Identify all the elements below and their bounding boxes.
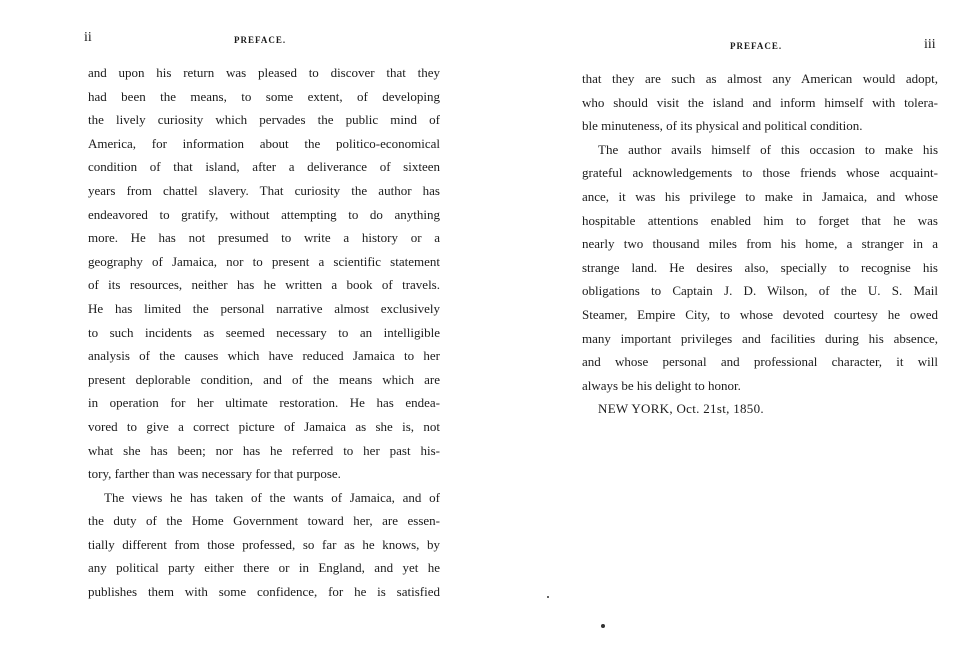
scan-speck [601,624,605,628]
text-line: grateful acknowledgements to those friends whose acquaint- [582,165,938,181]
text-line: strange land. He desires also, specially to recognise his [582,259,938,275]
text-line: publishes them with some confidence, for he is satisfied [88,584,440,600]
text-line: and whose personal and professional character, it will [582,354,938,370]
text-line: He has limited the personal narrative almost exclusively [88,300,440,316]
text-line: present deplorable condition, and of the means which are [88,371,440,387]
right-running-header: PREFACE. [730,41,783,51]
text-line: obligations to Captain J. D. Wilson, of the U. S. Mail [582,283,938,299]
text-line: any political party either there or in England, and yet he [88,560,440,576]
text-line: the duty of the Home Government toward her, are essen- [88,513,440,529]
text-line: many important privileges and facilities during his absence, [582,330,938,346]
text-line: endeavored to gratify, without attempting to do anything [88,206,440,222]
right-page [490,0,980,648]
left-page-number: ii [84,30,92,45]
text-line: in operation for her ultimate restoration. He has endea- [88,395,440,411]
text-line: geography of Jamaica, nor to present a scientific statement [88,253,440,269]
text-line: hospitable attentions enabled him to forget that he was [582,212,938,228]
text-line: that they are such as almost any American would adopt, [582,71,938,86]
paragraph-first-line: The views he has taken of the wants of Jamaica, and of [104,489,440,505]
text-line: the lively curiosity which pervades the public mind of [88,112,440,128]
scan-speck [547,596,549,598]
text-line: nearly two thousand miles from his home, a stranger in a [582,236,938,252]
text-line: who should visit the island and inform himself with tolera- [582,94,938,110]
text-line: condition of that island, after a deliverance of sixteen [88,159,440,175]
paragraph-first-line: The author avails himself of this occasion to make his [598,141,938,157]
text-line: had been the means, to some extent, of developing [88,88,440,104]
text-line: vored to give a correct picture of Jamaica as she is, not [88,418,440,434]
text-line: always be his delight to honor. [582,377,741,393]
text-line: America, for information about the politico-economical [88,135,440,151]
text-line: Steamer, Empire City, to whose devoted courtesy he owed [582,306,938,322]
text-line: of its resources, neither has he written a book of travels. [88,277,440,293]
right-page-number: iii [924,37,936,52]
text-line: ble minuteness, of its physical and political condition. [582,118,863,134]
text-line: ance, it was his privilege to make in Jamaica, and whose [582,188,938,204]
text-line: what she has been; nor has he referred to her past his- [88,442,440,458]
right-body-text [582,67,938,421]
text-line: more. He has not presumed to write a history or a [88,230,440,246]
text-line: years from chattel slavery. That curiosity the author has [88,182,440,198]
text-line: analysis of the causes which have reduced Jamaica to her [88,348,440,364]
text-line: tory, farther than was necessary for that purpose. [88,466,341,482]
text-line: and upon his return was pleased to discover that they [88,65,440,80]
text-line: to such incidents as seemed necessary to an intelligible [88,324,440,340]
left-body-text [88,61,440,604]
signature-line: NEW YORK, Oct. 21st, 1850. [598,401,764,417]
text-line: tially different from those professed, so far as he knows, by [88,536,440,552]
left-running-header: PREFACE. [234,35,287,45]
